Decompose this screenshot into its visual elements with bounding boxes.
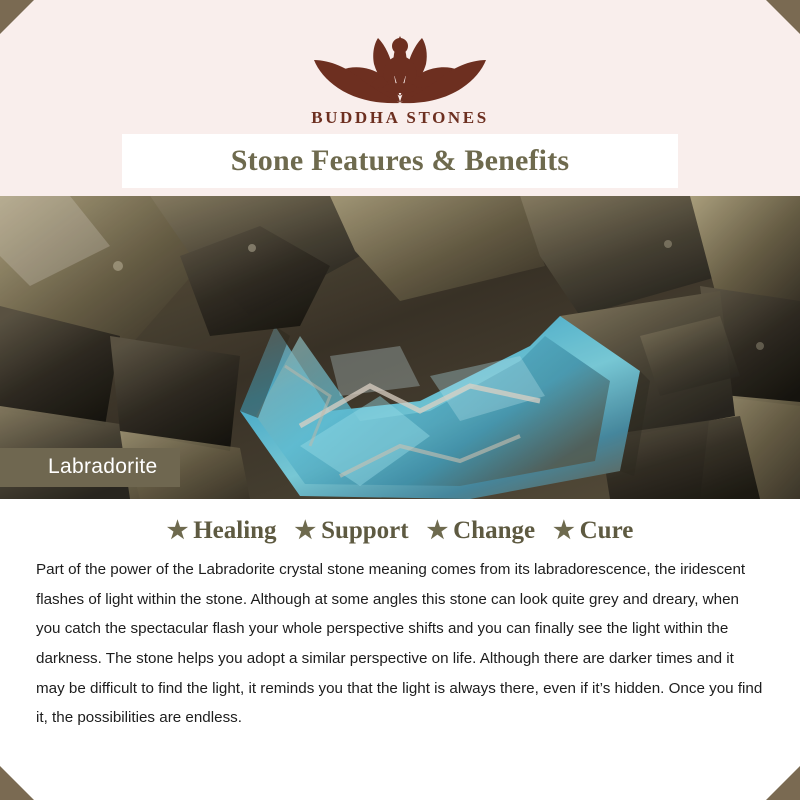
description-paragraph: Part of the power of the Labradorite crystal stone meaning comes from its labradorescence, the iridescent flashes of light within the stone. Although at some angles this stone can look quite grey and dreary, when you catch the spectacular flash your whole perspective shifts and you can finally see the light within the darkness. The stone helps you adopt a similar perspective on life. Although there are darker times and it may be difficult to find the light, it reminds you that the light is always there, even if it’s hidden. Once you find it, the possibilities are endless. <box>36 561 763 727</box>
benefit-item <box>427 517 535 545</box>
logo-block <box>0 16 800 134</box>
brand-name: BUDDHA STONES <box>311 108 489 127</box>
footer-spacer <box>0 747 800 781</box>
benefits-row <box>36 499 764 555</box>
benefit-label: Support <box>321 517 409 544</box>
benefit-item <box>167 517 277 545</box>
star-icon: ★ <box>166 518 189 544</box>
corner-decoration-bottom-left <box>0 766 34 800</box>
star-icon: ★ <box>426 518 449 544</box>
star-icon: ★ <box>553 518 575 544</box>
corner-decoration-top-left <box>0 0 34 34</box>
corner-decoration-bottom-right <box>766 766 800 800</box>
benefit-label: Healing <box>193 517 277 544</box>
title-band <box>122 134 678 188</box>
content-section <box>0 499 800 747</box>
lotus-meditation-icon <box>280 16 520 112</box>
benefit-item <box>295 517 409 545</box>
benefit-label: Cure <box>579 517 634 544</box>
page-title: Stone Features & Benefits <box>230 144 570 177</box>
benefit-item <box>553 517 633 545</box>
corner-decoration-top-right <box>766 0 800 34</box>
hero-image-section <box>0 196 800 499</box>
benefit-label: Change <box>453 517 536 544</box>
stone-name-tab: Labradorite <box>0 448 180 487</box>
header <box>0 0 800 196</box>
star-icon: ★ <box>294 518 317 544</box>
